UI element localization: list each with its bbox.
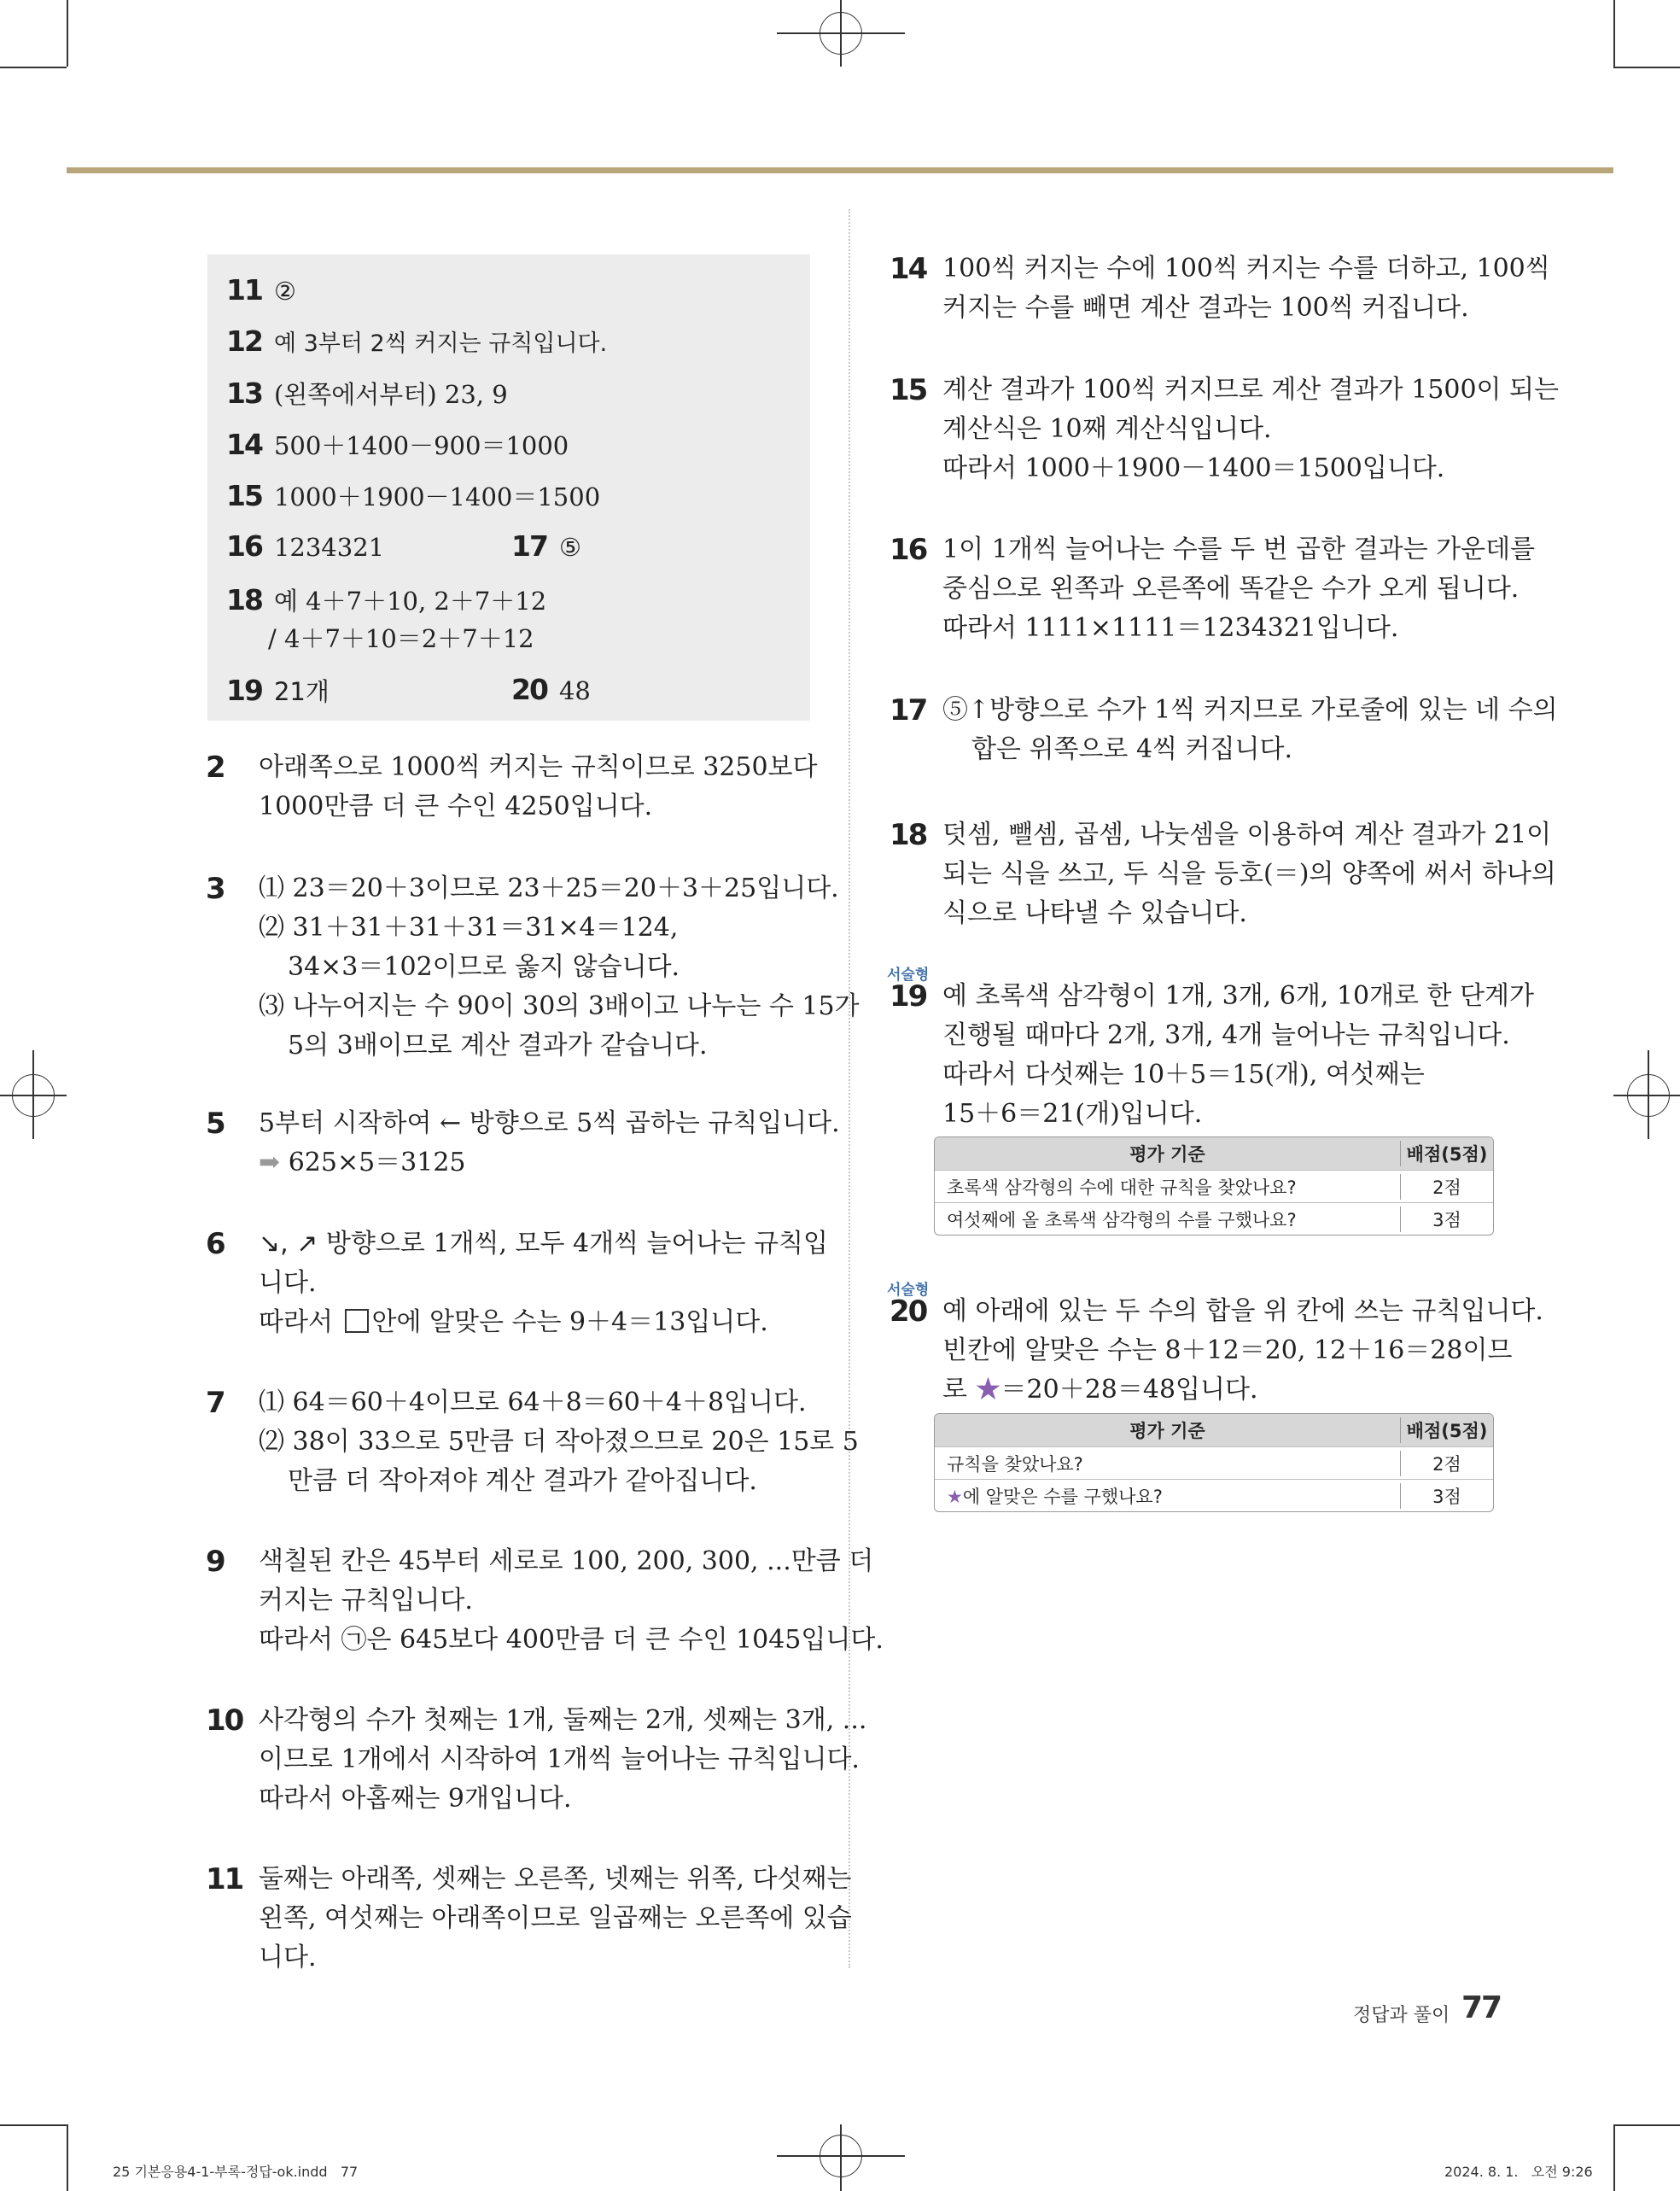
blank-box-icon [345, 1309, 369, 1333]
solution-item-14: 14 100씩 커지는 수에 100씩 커지는 수를 더하고, 100씩 커지는 수를 빼면 계산 결과는 100씩 커집니다. [890, 252, 1550, 323]
solution-item-17: 17 ⑤↑방향으로 수가 1씩 커지므로 가로줄에 있는 네 수의 합은 위쪽으로 4씩 커집니다. [890, 693, 1558, 764]
table-row: 초록색 삼각형의 수에 대한 규칙을 찾았나요? 2점 [935, 1170, 1493, 1202]
registration-mark [1648, 1050, 1649, 1139]
grading-table-19 [934, 1136, 1494, 1236]
registration-mark [1613, 1095, 1680, 1096]
page-number: 77 [1461, 1990, 1502, 2025]
solution-item-3: 3 ⑴ 23＝20＋3이므로 23＋25＝20＋3＋25입니다. ⑵ 31＋31＋31＋31＝31×4＝124, 34×3＝102이므로 옳지 않습니다. ⑶ 나누어지는 수 90이 30의 3배이고 나누는 수 15가 5의 3배이므로 계산 결과가 같습니다. [206, 872, 860, 1060]
answer-summary-box [207, 254, 810, 721]
answer-row: 13 (왼쪽에서부터) 23, 9 [226, 377, 508, 410]
star-icon: ★ [975, 1375, 1001, 1405]
solution-item-18: 18 덧셈, 뺄셈, 곱셈, 나눗셈을 이용하여 계산 결과가 21이 되는 식을 쓰고, 두 식을 등호(＝)의 양쪽에 써서 하나의 식으로 나타낼 수 있습니다. [890, 818, 1556, 928]
registration-mark [32, 1050, 34, 1139]
crop-mark [67, 0, 68, 67]
solution-item-6: 6 ↘, ↗ 방향으로 1개씩, 모두 4개씩 늘어나는 규칙입 니다. 따라서 안에 알맞은 수는 9＋4＝13입니다. [206, 1227, 828, 1337]
table-header: 평가 기준 배점(5점) [935, 1414, 1493, 1446]
answer-row: 17 ⑤ [511, 529, 581, 563]
answer-row-cont: / 4＋7＋10＝2＋7＋12 [268, 624, 534, 653]
arrow-icon: ➡ [259, 1148, 281, 1177]
table-header: 평가 기준 배점(5점) [935, 1137, 1493, 1170]
header-rule [67, 167, 1613, 173]
solution-item-15: 15 계산 결과가 100씩 커지므로 계산 결과가 1500이 되는 계산식은 10째 계산식입니다. 따라서 1000＋1900－1400＝1500입니다. [890, 373, 1560, 483]
crop-mark [1613, 67, 1680, 68]
solution-item-9: 9 색칠된 칸은 45부터 세로로 100, 200, 300, ...만큼 더 커지는 규칙입니다. 따라서 ㉠은 645보다 400만큼 더 큰 수인 1045입니다. [206, 1545, 884, 1655]
answer-row: 20 48 [511, 673, 591, 706]
essay-type-tag: 서술형 [887, 1282, 930, 1299]
registration-mark [840, 2124, 842, 2191]
essay-type-tag: 서술형 [887, 967, 930, 984]
table-row: ★에 알맞은 수를 구했나요? 3점 [935, 1479, 1493, 1511]
solution-item-11: 11 둘째는 아래쪽, 셋째는 오른쪽, 넷째는 위쪽, 다섯째는 왼쪽, 여섯째는 아래쪽이므로 일곱째는 오른쪽에 있습 니다. [206, 1862, 852, 1972]
table-row: 여섯째에 올 초록색 삼각형의 수를 구했나요? 3점 [935, 1202, 1493, 1235]
answer-row: 11 ② [226, 273, 296, 307]
solution-item-20: 20 예 아래에 있는 두 수의 합을 위 칸에 쓰는 규칙입니다. 빈칸에 알맞은 수는 8＋12＝20, 12＋16＝28이므 로 ★＝20＋28＝48입니다. [890, 1294, 1543, 1405]
crop-mark [67, 2124, 68, 2191]
star-icon: ★ [947, 1486, 963, 1507]
registration-mark [840, 0, 842, 67]
crop-mark [1613, 2124, 1615, 2191]
solution-item-2: 2 아래쪽으로 1000씩 커지는 규칙이므로 3250보다 1000만큼 더 큰 수인 4250입니다. [206, 751, 818, 821]
answer-row: 12 예 3부터 2씩 커지는 규칙입니다. [226, 324, 608, 358]
answer-row: 14 500＋1400－900＝1000 [226, 428, 569, 461]
solution-item-10: 10 사각형의 수가 첫째는 1개, 둘째는 2개, 셋째는 3개, ... 이므로 1개에서 시작하여 1개씩 늘어나는 규칙입니다. 따라서 아홉째는 9개입니다. [206, 1703, 867, 1814]
crop-mark [1613, 2124, 1680, 2126]
solution-item-5: 5 5부터 시작하여 ← 방향으로 5씩 곱하는 규칙입니다. ➡ 625×5＝3125 [206, 1107, 840, 1177]
answer-row: 19 21개 [226, 674, 330, 707]
answer-row: 15 1000＋1900－1400＝1500 [226, 479, 601, 512]
slug-filename: 25 기본응용4-1-부록-정답-ok.indd 77 [113, 2164, 359, 2180]
crop-mark [1613, 0, 1615, 67]
answer-row: 16 1234321 [226, 529, 385, 563]
crop-mark [0, 2124, 67, 2126]
diagonal-arrows-icon: ↘, ↗ [259, 1229, 318, 1259]
table-row: 규칙을 찾았나요? 2점 [935, 1446, 1493, 1479]
slug-timestamp: 2024. 8. 1. 오전 9:26 [1444, 2164, 1593, 2180]
crop-mark [0, 67, 67, 68]
solution-item-19: 19 예 초록색 삼각형이 1개, 3개, 6개, 10개로 한 단계가 진행될 때마다 2개, 3개, 4개 늘어나는 규칙입니다. 따라서 다섯째는 10＋5＝15(개), 여섯째는 15＋6＝21(개)입니다. [890, 979, 1534, 1129]
answer-row: 18 예 4＋7＋10, 2＋7＋12 [226, 583, 547, 616]
solution-item-7: 7 ⑴ 64＝60＋4이므로 64＋8＝60＋4＋8입니다. ⑵ 38이 33으로 5만큼 더 작아졌으므로 20은 15로 5 만큼 더 작아져야 계산 결과가 같아집니다. [206, 1386, 859, 1496]
grading-table-20 [934, 1413, 1494, 1512]
footer-section-label: 정답과 풀이 [1353, 2005, 1450, 2026]
solution-item-16: 16 1이 1개씩 늘어나는 수를 두 번 곱한 결과는 가운데를 중심으로 왼쪽과 오른쪽에 똑같은 수가 오게 됩니다. 따라서 1111×1111＝1234321입니다. [890, 533, 1536, 643]
